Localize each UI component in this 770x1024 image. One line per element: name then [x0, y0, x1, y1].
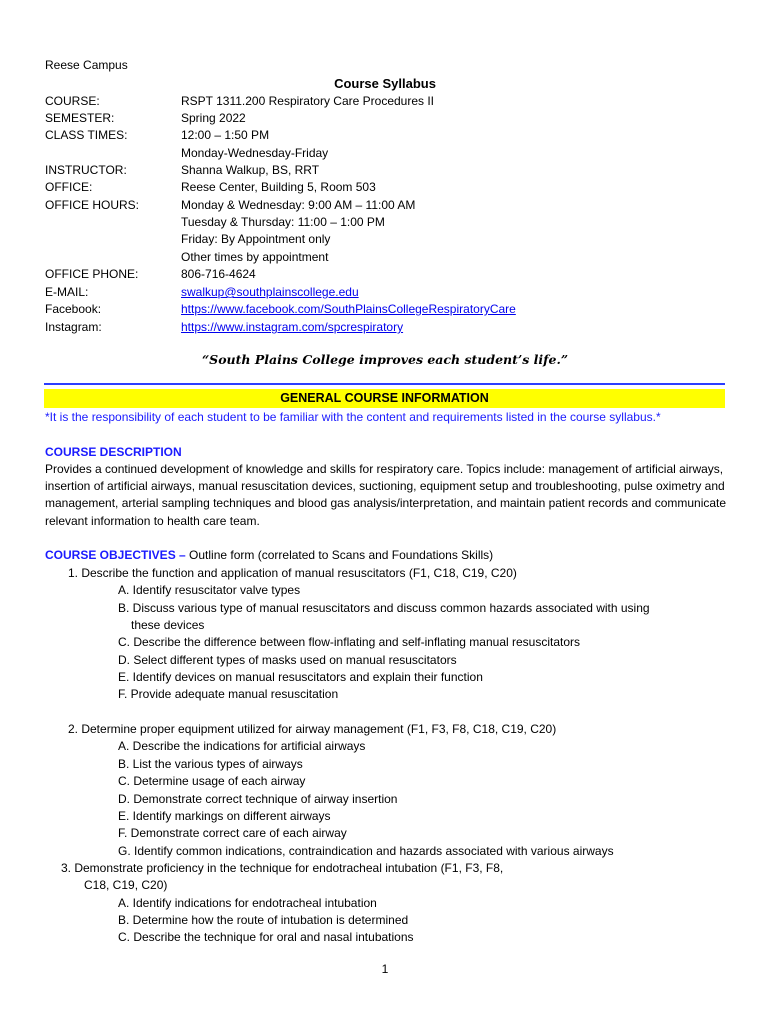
objective-item-continuation: these devices	[131, 618, 205, 632]
office-hours-line: Other times by appointment	[181, 250, 329, 264]
facebook-label: Facebook:	[45, 302, 102, 316]
objective-item: B. List the various types of airways	[118, 757, 303, 771]
objective-item: C. Describe the difference between flow-inflating and self-inflating manual resuscitators	[118, 635, 581, 649]
objective-item: A. Describe the indications for artificial airways	[118, 739, 366, 753]
office-phone-label: OFFICE PHONE:	[45, 267, 139, 281]
office-phone-value: 806-716-4624	[181, 267, 256, 281]
section-divider	[44, 383, 725, 385]
class-days-value: Monday-Wednesday-Friday	[181, 146, 329, 160]
objective-item: D. Select different types of masks used on manual resuscitators	[118, 653, 457, 667]
document-title: Course Syllabus	[334, 76, 436, 91]
email-label: E-MAIL:	[45, 285, 89, 299]
objective-item: B. Discuss various type of manual resuscitators and discuss common hazards associated with using	[118, 601, 650, 615]
objective-item: C. Determine usage of each airway	[118, 774, 306, 788]
section-heading: GENERAL COURSE INFORMATION	[44, 389, 725, 408]
campus-name: Reese Campus	[45, 58, 128, 72]
course-description-heading: COURSE DESCRIPTION	[45, 445, 182, 459]
objective-1: 1. Describe the function and application of manual resuscitators (F1, C18, C19, C20)	[68, 566, 517, 580]
objective-item: B. Determine how the route of intubation is determined	[118, 913, 409, 927]
office-hours-line: Tuesday & Thursday: 11:00 – 1:00 PM	[181, 215, 385, 229]
office-hours-line: Monday & Wednesday: 9:00 AM – 11:00 AM	[181, 198, 416, 212]
facebook-link[interactable]: https://www.facebook.com/SouthPlainsCollegeRespiratoryCare	[181, 302, 516, 316]
course-label: COURSE:	[45, 94, 100, 108]
instagram-link[interactable]: https://www.instagram.com/spcrespiratory	[181, 320, 404, 334]
office-hours-line: Friday: By Appointment only	[181, 232, 331, 246]
responsibility-note: *It is the responsibility of each student to be familiar with the content and requirements listed in the course syllabus.*	[45, 410, 661, 424]
semester-value: Spring 2022	[181, 111, 246, 125]
page-number: 1	[381, 962, 389, 976]
course-objectives-subheading: Outline form (correlated to Scans and Foundations Skills)	[185, 548, 494, 562]
instructor-value: Shanna Walkup, BS, RRT	[181, 163, 320, 177]
instagram-label: Instagram:	[45, 320, 102, 334]
college-motto: “South Plains College improves each student’s life.”	[201, 352, 569, 367]
office-value: Reese Center, Building 5, Room 503	[181, 180, 376, 194]
office-hours-label: OFFICE HOURS:	[45, 198, 140, 212]
course-value: RSPT 1311.200 Respiratory Care Procedures II	[181, 94, 435, 108]
objective-item: D. Demonstrate correct technique of airway insertion	[118, 792, 398, 806]
objective-item: G. Identify common indications, contraindication and hazards associated with various airways	[118, 844, 614, 858]
course-objectives-header	[45, 547, 493, 564]
email-link[interactable]: swalkup@southplainscollege.edu	[181, 285, 359, 299]
semester-label: SEMESTER:	[45, 111, 115, 125]
objective-3: 3. Demonstrate proficiency in the technique for endotracheal intubation (F1, F3, F8,	[61, 861, 504, 875]
objective-item: F. Provide adequate manual resuscitation	[118, 687, 339, 701]
objective-item: A. Identify resuscitator valve types	[118, 583, 301, 597]
objective-item: F. Demonstrate correct care of each airway	[118, 826, 347, 840]
course-objectives-heading: COURSE OBJECTIVES –	[45, 548, 186, 562]
class-times-label: CLASS TIMES:	[45, 128, 128, 142]
objective-2: 2. Determine proper equipment utilized for airway management (F1, F3, F8, C18, C19, C20)	[68, 722, 557, 736]
objective-item: C. Describe the technique for oral and nasal intubations	[118, 930, 414, 944]
objective-3-continuation: C18, C19, C20)	[84, 878, 168, 892]
course-description-text: Provides a continued development of knowledge and skills for respiratory care. Topics include: management of artificial airways, insertion of artificial airways, manual resuscitation devices, suctioning, equipment setup and troubleshooting, pulse oximetry and management, arterial sampling techniques and blood gas analysis/interpretation, and maintain patient records and communicate relevant information to health care team.	[45, 462, 727, 528]
objective-item: A. Identify indications for endotracheal intubation	[118, 896, 377, 910]
objective-item: E. Identify markings on different airways	[118, 809, 331, 823]
class-times-value: 12:00 – 1:50 PM	[181, 128, 270, 142]
objective-item: E. Identify devices on manual resuscitators and explain their function	[118, 670, 483, 684]
office-label: OFFICE:	[45, 180, 93, 194]
instructor-label: INSTRUCTOR:	[45, 163, 127, 177]
